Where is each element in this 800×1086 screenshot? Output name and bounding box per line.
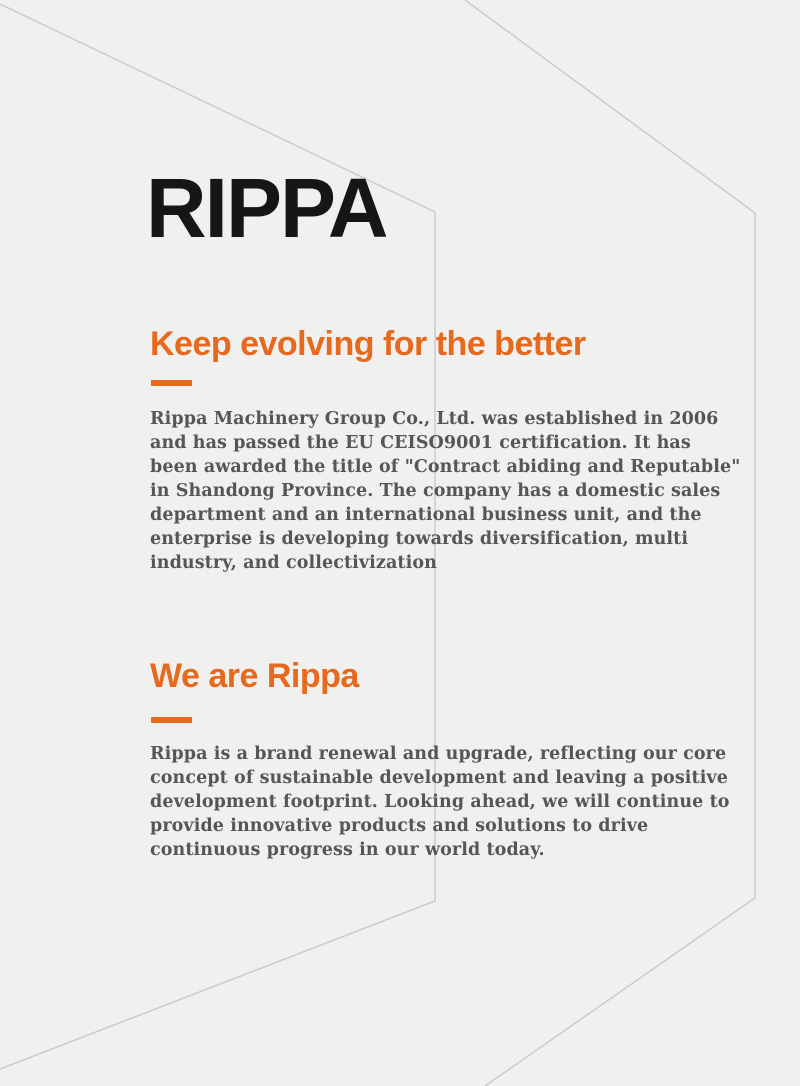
section-body-brand-renewal: Rippa is a brand renewal and upgrade, reflecting our core concept of sustainable development and leaving a positive development footprint. Looking ahead, we will continue to provide innovative products and solutions to drive continuous progress in our world today. — [150, 744, 730, 860]
accent-dash — [151, 380, 192, 386]
section-heading-we-are-rippa: We are Rippa — [150, 657, 359, 695]
section-body-company-intro: Rippa Machinery Group Co., Ltd. was established in 2006 and has passed the EU CEISO9001 certification. It has been awarded the title of "Contract abiding and Reputable" in Shandong Province. The company has a domestic sales department and an international business unit, and the enterprise is developing towards diversification, multi industry, and collectivization — [150, 409, 741, 573]
brand-logo: RIPPA — [146, 161, 387, 255]
section-heading-keep-evolving: Keep evolving for the better — [150, 325, 586, 363]
accent-dash — [151, 717, 192, 723]
